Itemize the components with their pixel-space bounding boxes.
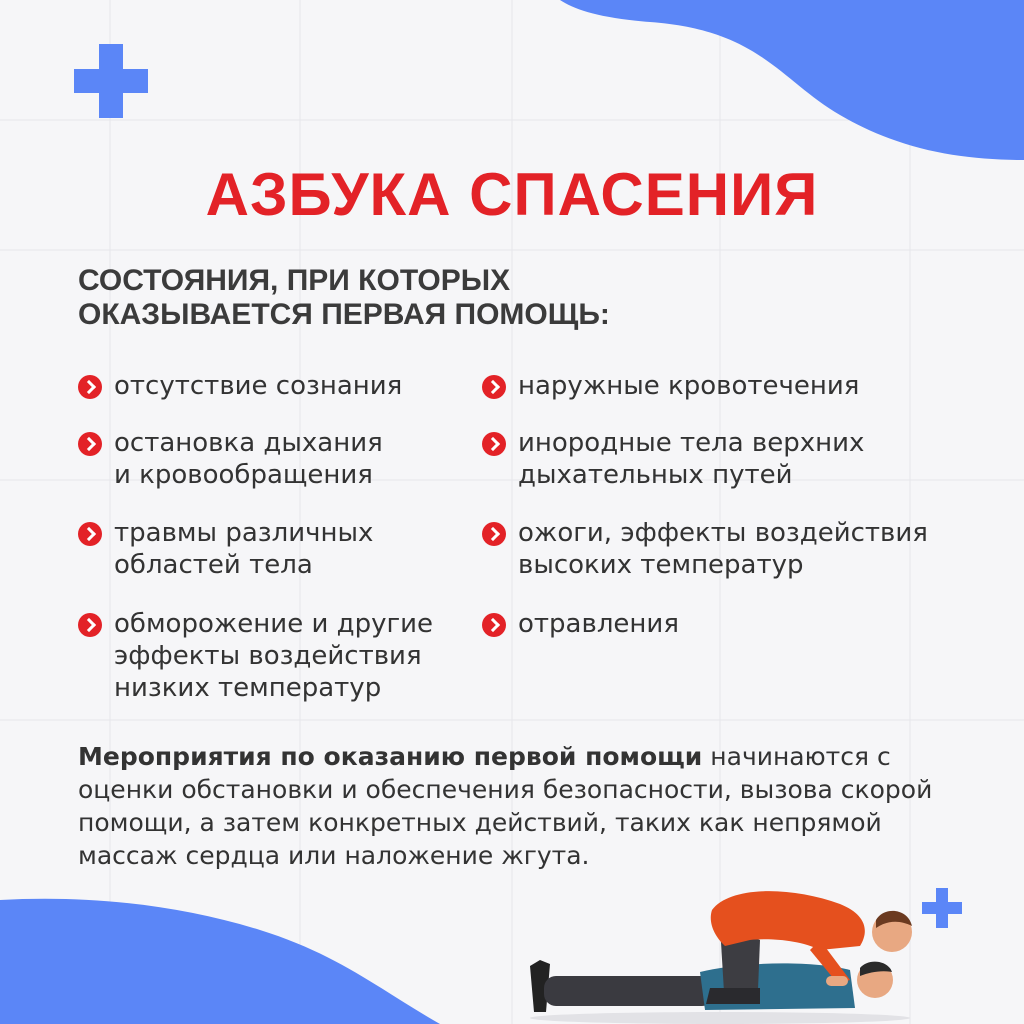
- chevron-right-icon: [78, 613, 102, 637]
- description-paragraph: [78, 740, 978, 872]
- subtitle-line-2: ОКАЗЫВАЕТСЯ ПЕРВАЯ ПОМОЩЬ:: [78, 298, 610, 331]
- list-item: [78, 370, 402, 402]
- list-item: [78, 608, 433, 704]
- list-item-text: инородные тела верхних дыхательных путей: [518, 428, 865, 490]
- list-item-text: ожоги, эффекты воздействия высоких температур: [518, 518, 928, 580]
- description-bold: Мероприятия по оказанию первой помощи: [78, 742, 703, 771]
- list-item: [482, 370, 859, 402]
- list-item: [78, 517, 373, 581]
- chevron-right-icon: [78, 375, 102, 399]
- cpr-illustration: [520, 880, 920, 1024]
- subtitle-line-1: СОСТОЯНИЯ, ПРИ КОТОРЫХ: [78, 264, 511, 297]
- chevron-right-icon: [482, 613, 506, 637]
- list-item-text: остановка дыхания и кровообращения: [114, 428, 383, 490]
- page-title: АЗБУКА СПАСЕНИЯ: [205, 161, 819, 228]
- list-item-text: наружные кровотечения: [518, 371, 860, 401]
- list-item: [482, 517, 928, 581]
- list-item: [482, 608, 679, 640]
- plus-icon-small: [922, 888, 962, 928]
- list-item-text: травмы различных областей тела: [114, 518, 374, 580]
- chevron-right-icon: [482, 432, 506, 456]
- subtitle: [78, 264, 878, 332]
- chevron-right-icon: [482, 375, 506, 399]
- chevron-right-icon: [482, 522, 506, 546]
- list-item-text: отсутствие сознания: [114, 371, 403, 401]
- list-item-text: отравления: [518, 609, 679, 639]
- description-rest: начинаются с оценки обстановки и обеспечения безопасности, вызова скорой помощи, а затем конкретных действий, таких как непрямой массаж сердца или наложение жгута.: [78, 742, 933, 870]
- list-item: [482, 427, 864, 491]
- list-item: [78, 427, 383, 491]
- chevron-right-icon: [78, 432, 102, 456]
- chevron-right-icon: [78, 522, 102, 546]
- plus-icon: [74, 44, 148, 118]
- list-item-text: обморожение и другие эффекты воздействия низких температур: [114, 609, 434, 703]
